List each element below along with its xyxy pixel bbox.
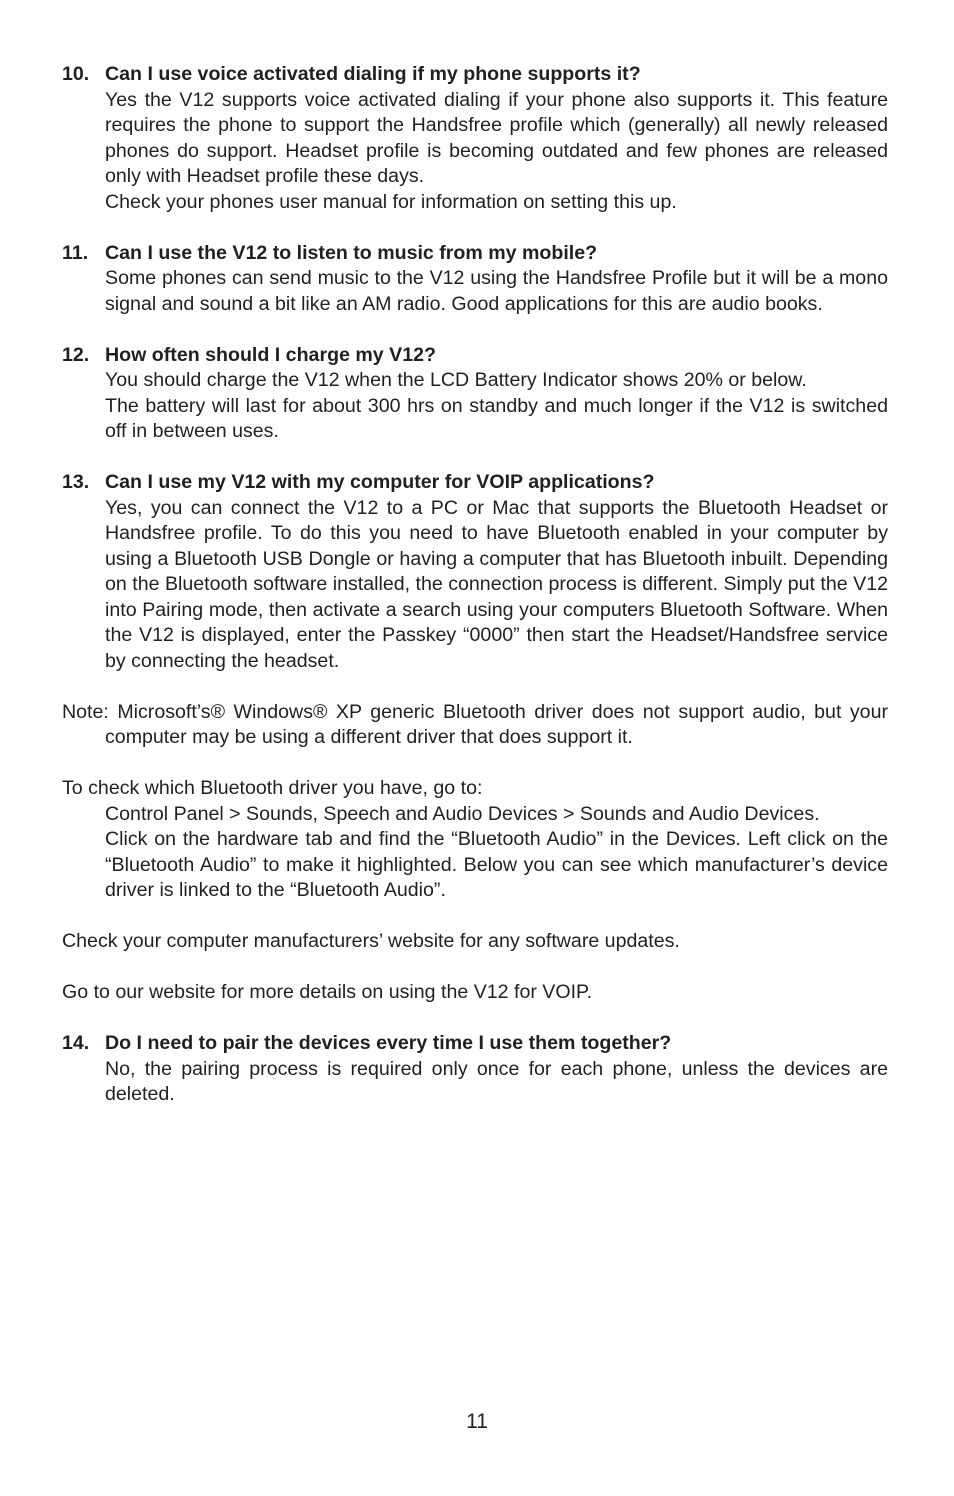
faq-answer: [105, 266, 888, 317]
faq-answer-paragraph: Some phones can send music to the V12 using the Handsfree Profile but it will be a mono signal and sound a bit like an AM radio. Good applications for this are audio books.: [105, 267, 888, 315]
driver-check-path: Control Panel > Sounds, Speech and Audio Devices > Sounds and Audio Devices.: [105, 802, 820, 825]
faq-question: Can I use my V12 with my computer for VOIP applications?: [105, 471, 655, 493]
faq-question: How often should I charge my V12?: [105, 343, 436, 366]
driver-check-section: [62, 776, 888, 904]
faq-answer: [105, 496, 888, 675]
driver-check-steps: [105, 802, 888, 904]
driver-note: Note: Microsoft’s® Windows® XP generic Bluetooth driver does not support audio, but your computer may be using a different driver that does support it.: [62, 700, 888, 748]
faq-item-12: [62, 343, 888, 445]
faq-answer-paragraph: No, the pairing process is required only once for each phone, unless the devices are deleted.: [105, 1057, 888, 1105]
faq-answer-paragraph: Yes, you can connect the V12 to a PC or Mac that supports the Bluetooth Headset or Handsfree profile. To do this you need to have Bluetooth enabled in your computer by using a Bluetooth USB Dongle or having a computer that has Bluetooth inbuilt. Depending on the Bluetooth software installed, the connection process is different. Simply put the V12 into Pairing mode, then activate a search using your computers Bluetooth Software. When the V12 is displayed, enter the Passkey “0000” then start the Headset/Handsfree service by connecting the headset.: [105, 496, 888, 672]
faq-number: 14.: [62, 1032, 90, 1054]
faq-item-14: [62, 1031, 888, 1108]
faq-question: Can I use voice activated dialing if my phone supports it?: [105, 63, 641, 85]
faq-answer-paragraph: Yes the V12 supports voice activated dialing if your phone also supports it. This feature requires the phone to support the Handsfree profile which (generally) all newly released phones do support. Headset profile is becoming outdated and few phones are released only with Headset profile these days.: [105, 88, 888, 187]
faq-number: 13.: [62, 471, 90, 493]
driver-check-instructions: Click on the hardware tab and find the “Bluetooth Audio” in the Devices. Left click on the “Bluetooth Audio” to make it highlighted. Below you can see which manufacturer’s device driver is linked to the “Bluetooth Audio”.: [105, 828, 888, 901]
faq-number: 11.: [62, 241, 89, 264]
faq-answer-paragraph: Check your phones user manual for information on setting this up.: [105, 190, 677, 213]
updates-text: Check your computer manufacturers’ website for any software updates.: [62, 930, 680, 952]
driver-check-intro: To check which Bluetooth driver you have, go to:: [62, 777, 483, 799]
faq-answer-paragraph: You should charge the V12 when the LCD Battery Indicator shows 20% or below.: [105, 369, 807, 391]
page-number: 11: [466, 1410, 488, 1433]
faq-answer-paragraph: The battery will last for about 300 hrs on standby and much longer if the V12 is switched off in between uses.: [105, 394, 888, 442]
faq-question: Do I need to pair the devices every time I use them together?: [105, 1032, 672, 1054]
faq-answer: [105, 88, 888, 216]
manual-page: [62, 62, 888, 1133]
faq-number: 10.: [62, 63, 90, 85]
faq-answer: [105, 1057, 888, 1108]
faq-number: 12.: [62, 343, 90, 366]
faq-item-11: [62, 241, 888, 318]
faq-item-10: [62, 62, 888, 215]
faq-question: Can I use the V12 to listen to music from my mobile?: [105, 241, 598, 264]
website-text: Go to our website for more details on using the V12 for VOIP.: [62, 981, 593, 1003]
faq-item-13: [62, 470, 888, 674]
faq-answer: [105, 368, 888, 445]
